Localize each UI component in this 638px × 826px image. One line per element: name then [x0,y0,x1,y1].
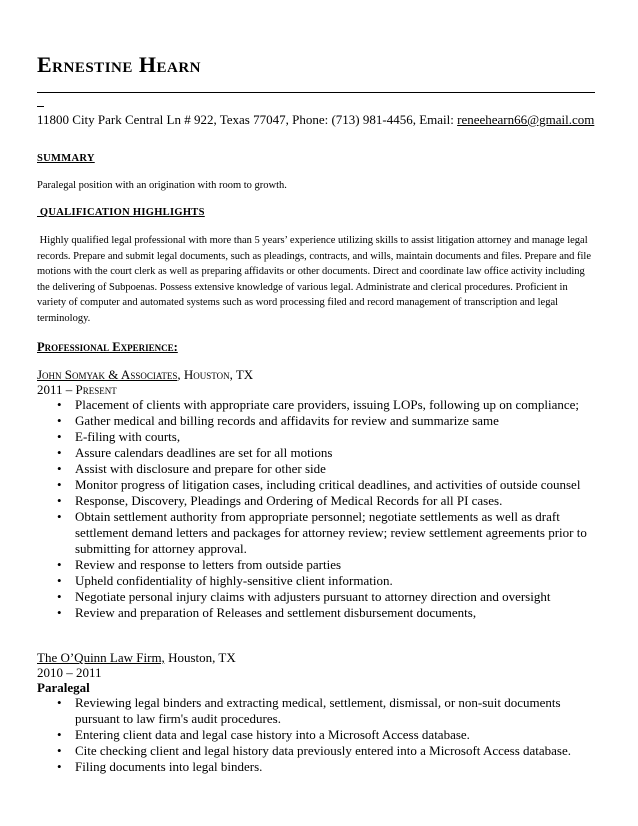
list-item: • Obtain settlement authority from appropriate personnel; negotiate settlements as well as draft settlement demand letters and packages for attorney review; review settlement agreements prior to submitting for attorney approval. [37,509,602,557]
list-item: • Review and response to letters from outside parties [37,557,602,573]
job-2-dates: 2010 – 2011 [37,665,102,680]
job-1-location: , Houston, TX [177,367,254,382]
job-2-location: Houston, TX [164,650,236,665]
email-link[interactable]: reneehearn66@gmail.com [457,112,595,127]
job-2-duties [37,695,602,775]
list-item: • Review and preparation of Releases and settlement disbursement documents, [37,605,602,621]
experience-heading: Professional Experience: [37,340,178,354]
job-1-duties [37,397,602,621]
list-item: • Response, Discovery, Pleadings and Ordering of Medical Records for all PI cases. [37,493,602,509]
list-item: • Reviewing legal binders and extracting medical, settlement, dismissal, or non-suit documents pursuant to law firm's audit procedures. [37,695,602,727]
job-1-date-start: 2011 – [37,382,76,397]
job-2-title: Paralegal [37,680,90,695]
list-item: • Monitor progress of litigation cases, including critical deadlines, and activities of outside counsel [37,477,602,493]
list-item: • Placement of clients with appropriate care providers, issuing LOPs, following up on compliance; [37,397,602,413]
job-2-employer-line [37,650,236,666]
header-rule [37,92,595,93]
contact-address-phone: 11800 City Park Central Ln # 922, Texas 77047, Phone: (713) 981-4456, Email: [37,112,458,127]
list-item: • Upheld confidentiality of highly-sensitive client information. [37,573,602,589]
contact-line [37,112,594,128]
list-item: • Gather medical and billing records and affidavits for review and summarize same [37,413,602,429]
list-item: • Entering client data and legal case history into a Microsoft Access database. [37,727,602,743]
qualifications-text: Highly qualified legal professional with more than 5 years’ experience utilizing skills to assist litigation attorney and manage legal records. Prepare and submit legal documents, such as pleadings, contracts, and wills, maintain documents and files. Prepare and file motions with the court clerk as well as preparing affidavits or other documents. Direct and coordinate law office activity including the delivering of Subpoenas. Possess extensive knowledge of various legal. Administrate and clerical procedures. Proficient in variety of computer and automated systems such as word processing filed and record management of transcription and legal terminology. [37,235,594,324]
list-item: • Filing documents into legal binders. [37,759,602,775]
list-item: • Negotiate personal injury claims with adjusters pursuant to attorney direction and oversight [37,589,602,605]
list-item: • Assist with disclosure and prepare for other side [37,461,602,477]
job-1-employer: John Somyak & Associates [37,367,178,382]
list-item: • E-filing with courts, [37,429,602,445]
job-1-date-end: Present [75,382,117,397]
summary-heading: SUMMARY [37,153,95,164]
list-item: • Cite checking client and legal history data previously entered into a Microsoft Access database. [37,743,602,759]
qualifications-heading: QUALIFICATION HIGHLIGHTS [37,207,205,218]
summary-text: Paralegal position with an origination with room to growth. [37,180,287,191]
job-2-employer: The O’Quinn Law Firm, [37,650,165,665]
job-1-employer-line [37,367,253,383]
job-1-dates [37,382,117,398]
list-item: • Assure calendars deadlines are set for all motions [37,445,602,461]
candidate-name: Ernestine Hearn [37,52,201,77]
header-rule-fragment [37,106,44,107]
